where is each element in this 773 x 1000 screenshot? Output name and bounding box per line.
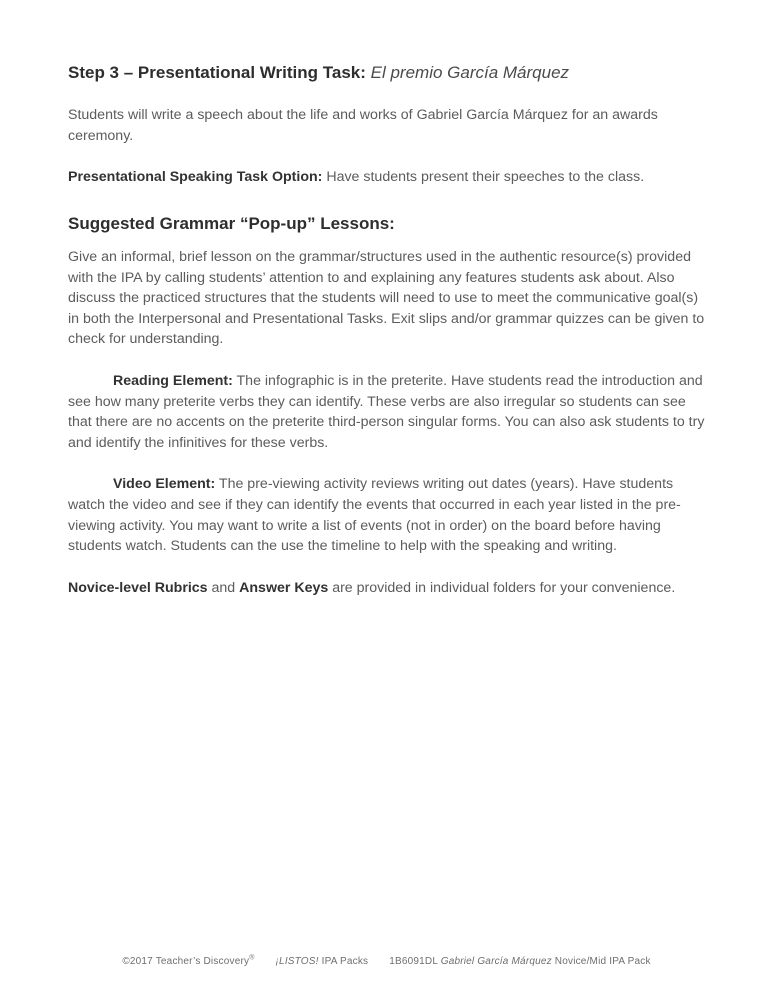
page-title-italic: El premio García Márquez xyxy=(370,63,570,82)
video-element-text: The pre-viewing activity reviews writing out dates (years). Have students watch the video and see if they can identify the events that occurred in each year listed in the pre-viewing activity. You may want to write a list of events (not in order) on the board before having students watch. Students can the use the timeline to help with the speaking and writing. xyxy=(68,476,681,555)
video-element-paragraph xyxy=(68,474,708,556)
footer-pack-rest: Novice/Mid IPA Pack xyxy=(551,956,651,967)
speaking-task-option-label: Presentational Speaking Task Option: xyxy=(68,169,323,186)
grammar-section-heading: Suggested Grammar “Pop-up” Lessons: xyxy=(68,214,395,234)
speaking-task-option xyxy=(68,167,708,188)
rubrics-bold: Novice-level Rubrics xyxy=(68,579,208,596)
footer-copyright xyxy=(122,956,254,967)
footer-series xyxy=(276,956,369,967)
page-title xyxy=(68,62,708,83)
footer-pack-info xyxy=(389,956,650,967)
rubrics-line xyxy=(68,578,708,599)
video-element-label: Video Element: xyxy=(113,476,216,493)
rubrics-rest: are provided in individual folders for your convenience. xyxy=(328,579,676,596)
page-title-bold: Step 3 – Presentational Writing Task: xyxy=(68,63,371,82)
page-footer xyxy=(0,956,773,967)
footer-book-title: Gabriel García Márquez xyxy=(440,956,552,967)
reading-element-label: Reading Element: xyxy=(113,373,233,389)
reading-element-paragraph xyxy=(68,371,708,453)
answer-keys-bold: Answer Keys xyxy=(239,579,329,596)
footer-product-code: 1B6091DL xyxy=(389,956,441,967)
footer-copyright-text: ©2017 Teacher’s Discovery xyxy=(122,956,250,967)
intro-paragraph: Students will write a speech about the life and works of Gabriel García Márquez for an awards ceremony. xyxy=(68,107,658,144)
rubrics-mid: and xyxy=(207,579,240,596)
speaking-task-option-text: Have students present their speeches to the class. xyxy=(322,169,645,186)
footer-series-rest: IPA Packs xyxy=(318,956,369,967)
grammar-body-paragraph: Give an informal, brief lesson on the grammar/structures used in the authentic resource(s) provided with the IPA by calling students’ attention to and explaining any features students ask about. Also discuss the practiced structures that the students will need to use to meet the communicative goal(s) in both the Interpersonal and Presentational Tasks. Exit slips and/or grammar quizzes can be given to check for understanding. xyxy=(68,249,705,348)
footer-series-italic: ¡LISTOS! xyxy=(275,956,319,967)
reading-element-text: The infographic is in the preterite. Have students read the introduction and see how many preterite verbs they can identify. These verbs are also irregular so students can see that there are no accents on the preterite third-person singular forms. You can also ask students to try and identify the infinitives for these verbs. xyxy=(68,373,705,451)
registered-mark: ® xyxy=(249,954,255,962)
page-content xyxy=(68,62,708,619)
